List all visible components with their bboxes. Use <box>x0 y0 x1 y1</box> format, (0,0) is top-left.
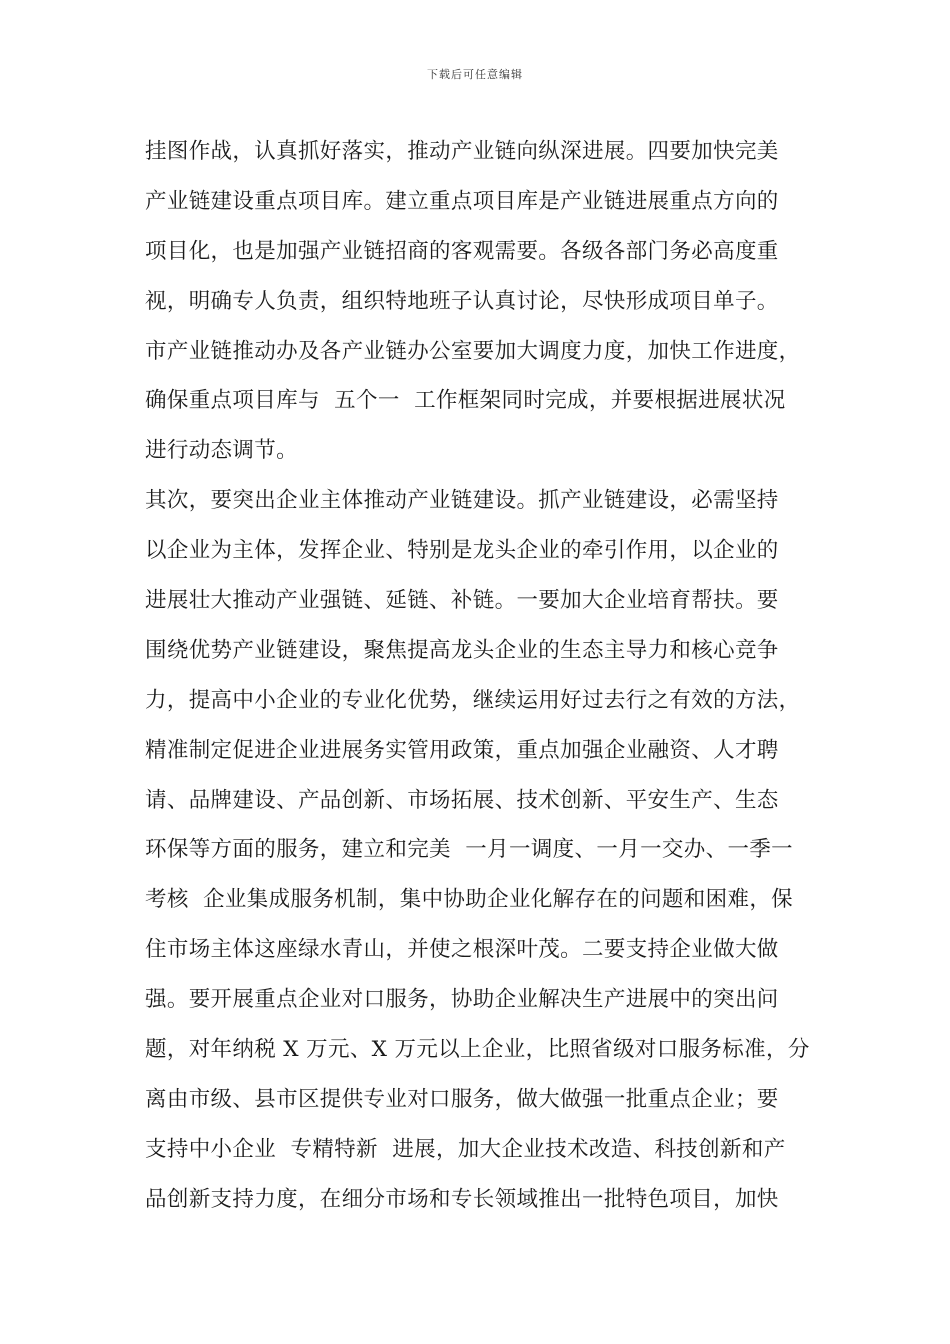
text-line: 产业链建设重点项目库。建立重点项目库是产业链进展重点方向的 <box>145 188 779 214</box>
text-line: 视，明确专人负责，组织特地班子认真讨论，尽快形成项目单子。 <box>145 288 779 314</box>
body-text <box>145 132 810 1230</box>
text-line: 确保重点项目库与 五个一 工作框架同时完成，并要根据进展状况 <box>145 388 786 414</box>
text-line: 精准制定促进企业进展务实管用政策，重点加强企业融资、人才聘 <box>145 737 779 763</box>
text-line: 力，提高中小企业的专业化优势，继续运用好过去行之有效的方法， <box>145 687 801 713</box>
text-line: 请、品牌建设、产品创新、市场拓展、技术创新、平安生产、生态 <box>145 787 779 813</box>
text-line: 项目化，也是加强产业链招商的客观需要。各级各部门务必高度重 <box>145 238 779 264</box>
text-line: 环保等方面的服务，建立和完美 一月一调度、一月一交办、一季一 <box>145 837 794 863</box>
text-line: 离由市级、县市区提供专业对口服务，做大做强一批重点企业；要 <box>145 1086 779 1112</box>
text-line: 住市场主体这座绿水青山，并使之根深叶茂。二要支持企业做大做 <box>145 937 779 963</box>
page-header: 下载后可任意编辑 <box>427 68 523 81</box>
text-line: 市产业链推动办及各产业链办公室要加大调度力度，加快工作进度， <box>145 338 801 364</box>
text-line: 其次，要突出企业主体推动产业链建设。抓产业链建设，必需坚持 <box>145 488 779 514</box>
text-line: 围绕优势产业链建设，聚焦提高龙头企业的生态主导力和核心竞争 <box>145 637 779 663</box>
text-line: 支持中小企业 专精特新 进展，加大企业技术改造、科技创新和产 <box>145 1136 786 1162</box>
text-line: 强。要开展重点企业对口服务，协助企业解决生产进展中的突出问 <box>145 987 779 1013</box>
text-line: 挂图作战，认真抓好落实，推动产业链向纵深进展。四要加快完美 <box>145 139 779 164</box>
text-line: 进行动态调节。 <box>145 438 298 464</box>
text-line: 以企业为主体，发挥企业、特别是龙头企业的牵引作用，以企业的 <box>145 538 779 564</box>
text-line: 品创新支持力度，在细分市场和专长领域推出一批特色项目，加快 <box>145 1186 779 1212</box>
text-line: 考核 企业集成服务机制，集中协助企业化解存在的问题和困难，保 <box>145 887 794 913</box>
text-line: 题，对年纳税 X 万元、X 万元以上企业，比照省级对口服务标准，分 <box>145 1037 810 1063</box>
text-line: 进展壮大推动产业强链、延链、补链。一要加大企业培育帮扶。要 <box>145 588 779 614</box>
